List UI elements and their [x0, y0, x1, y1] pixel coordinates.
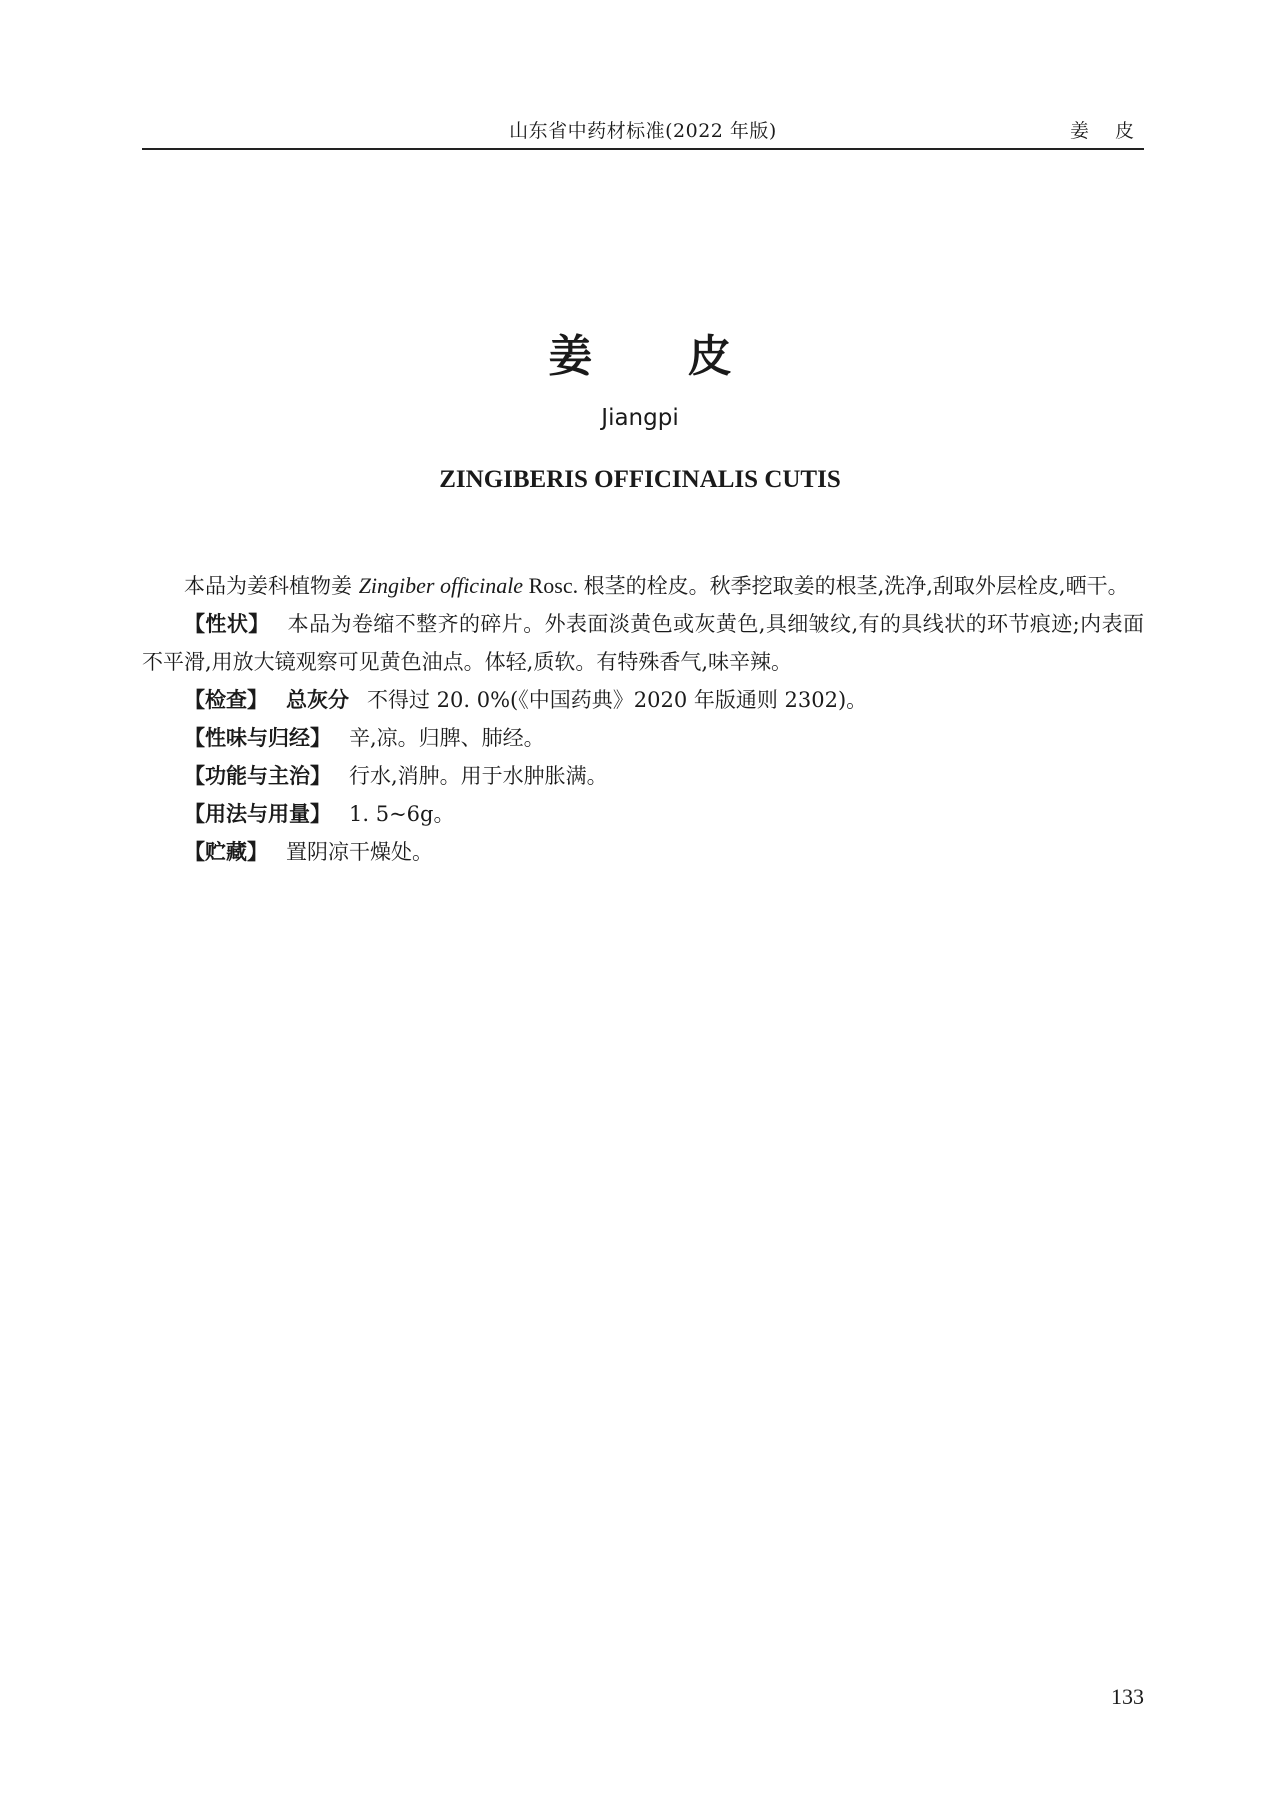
species-author: Rosc. [523, 573, 584, 598]
page-number: 133 [1111, 1684, 1144, 1709]
entry-text: 辛,凉。归脾、肺经。 [349, 726, 545, 750]
entry-usage-dosage [142, 795, 1144, 833]
entry-inspection [142, 681, 1144, 719]
entry-label: 【性味与归经】 [184, 726, 331, 750]
entry-text: 本品为卷缩不整齐的碎片。外表面淡黄色或灰黄色,具细皱纹,有的具线状的环节痕迹;内表面不平滑,用放大镜观察可见黄色油点。体轻,质软。有特殊香气,味辛辣。 [142, 612, 1144, 674]
monograph-pinyin: Jiangpi [601, 405, 679, 431]
entry-label: 【功能与主治】 [184, 764, 331, 788]
entry-text: 行水,消肿。用于水肿胀满。 [349, 764, 608, 788]
entry-text: 1. 5~6g。 [349, 802, 455, 826]
monograph-body [142, 567, 1144, 871]
header-book-title: 山东省中药材标准(2022 年版) [509, 120, 777, 142]
header-section-name: 姜 皮 [1069, 120, 1144, 142]
species-name: Zingiber officinale [358, 573, 524, 598]
entry-description [142, 605, 1144, 681]
entry-label: 【贮藏】 [184, 840, 268, 864]
entry-label: 【用法与用量】 [184, 802, 331, 826]
entry-storage [142, 833, 1144, 871]
entry-text: 不得过 20. 0%(《中国药典》2020 年版通则 2302)。 [367, 688, 868, 712]
monograph-title: 姜 皮 [548, 331, 772, 382]
entry-nature-meridian [142, 719, 1144, 757]
running-header [142, 112, 1144, 150]
entry-function-indication [142, 757, 1144, 795]
entry-sublabel: 总灰分 [286, 688, 349, 712]
entry-label: 【检查】 [184, 688, 268, 712]
intro-text-after: 根茎的栓皮。秋季挖取姜的根茎,洗净,刮取外层栓皮,晒干。 [583, 574, 1129, 598]
monograph-latin-name: ZINGIBERIS OFFICINALIS CUTIS [439, 466, 841, 493]
intro-text-before: 本品为姜科植物姜 [184, 574, 359, 598]
entry-text: 置阴凉干燥处。 [286, 840, 433, 864]
entry-label: 【性状】 [184, 612, 270, 636]
intro-paragraph [142, 567, 1144, 605]
